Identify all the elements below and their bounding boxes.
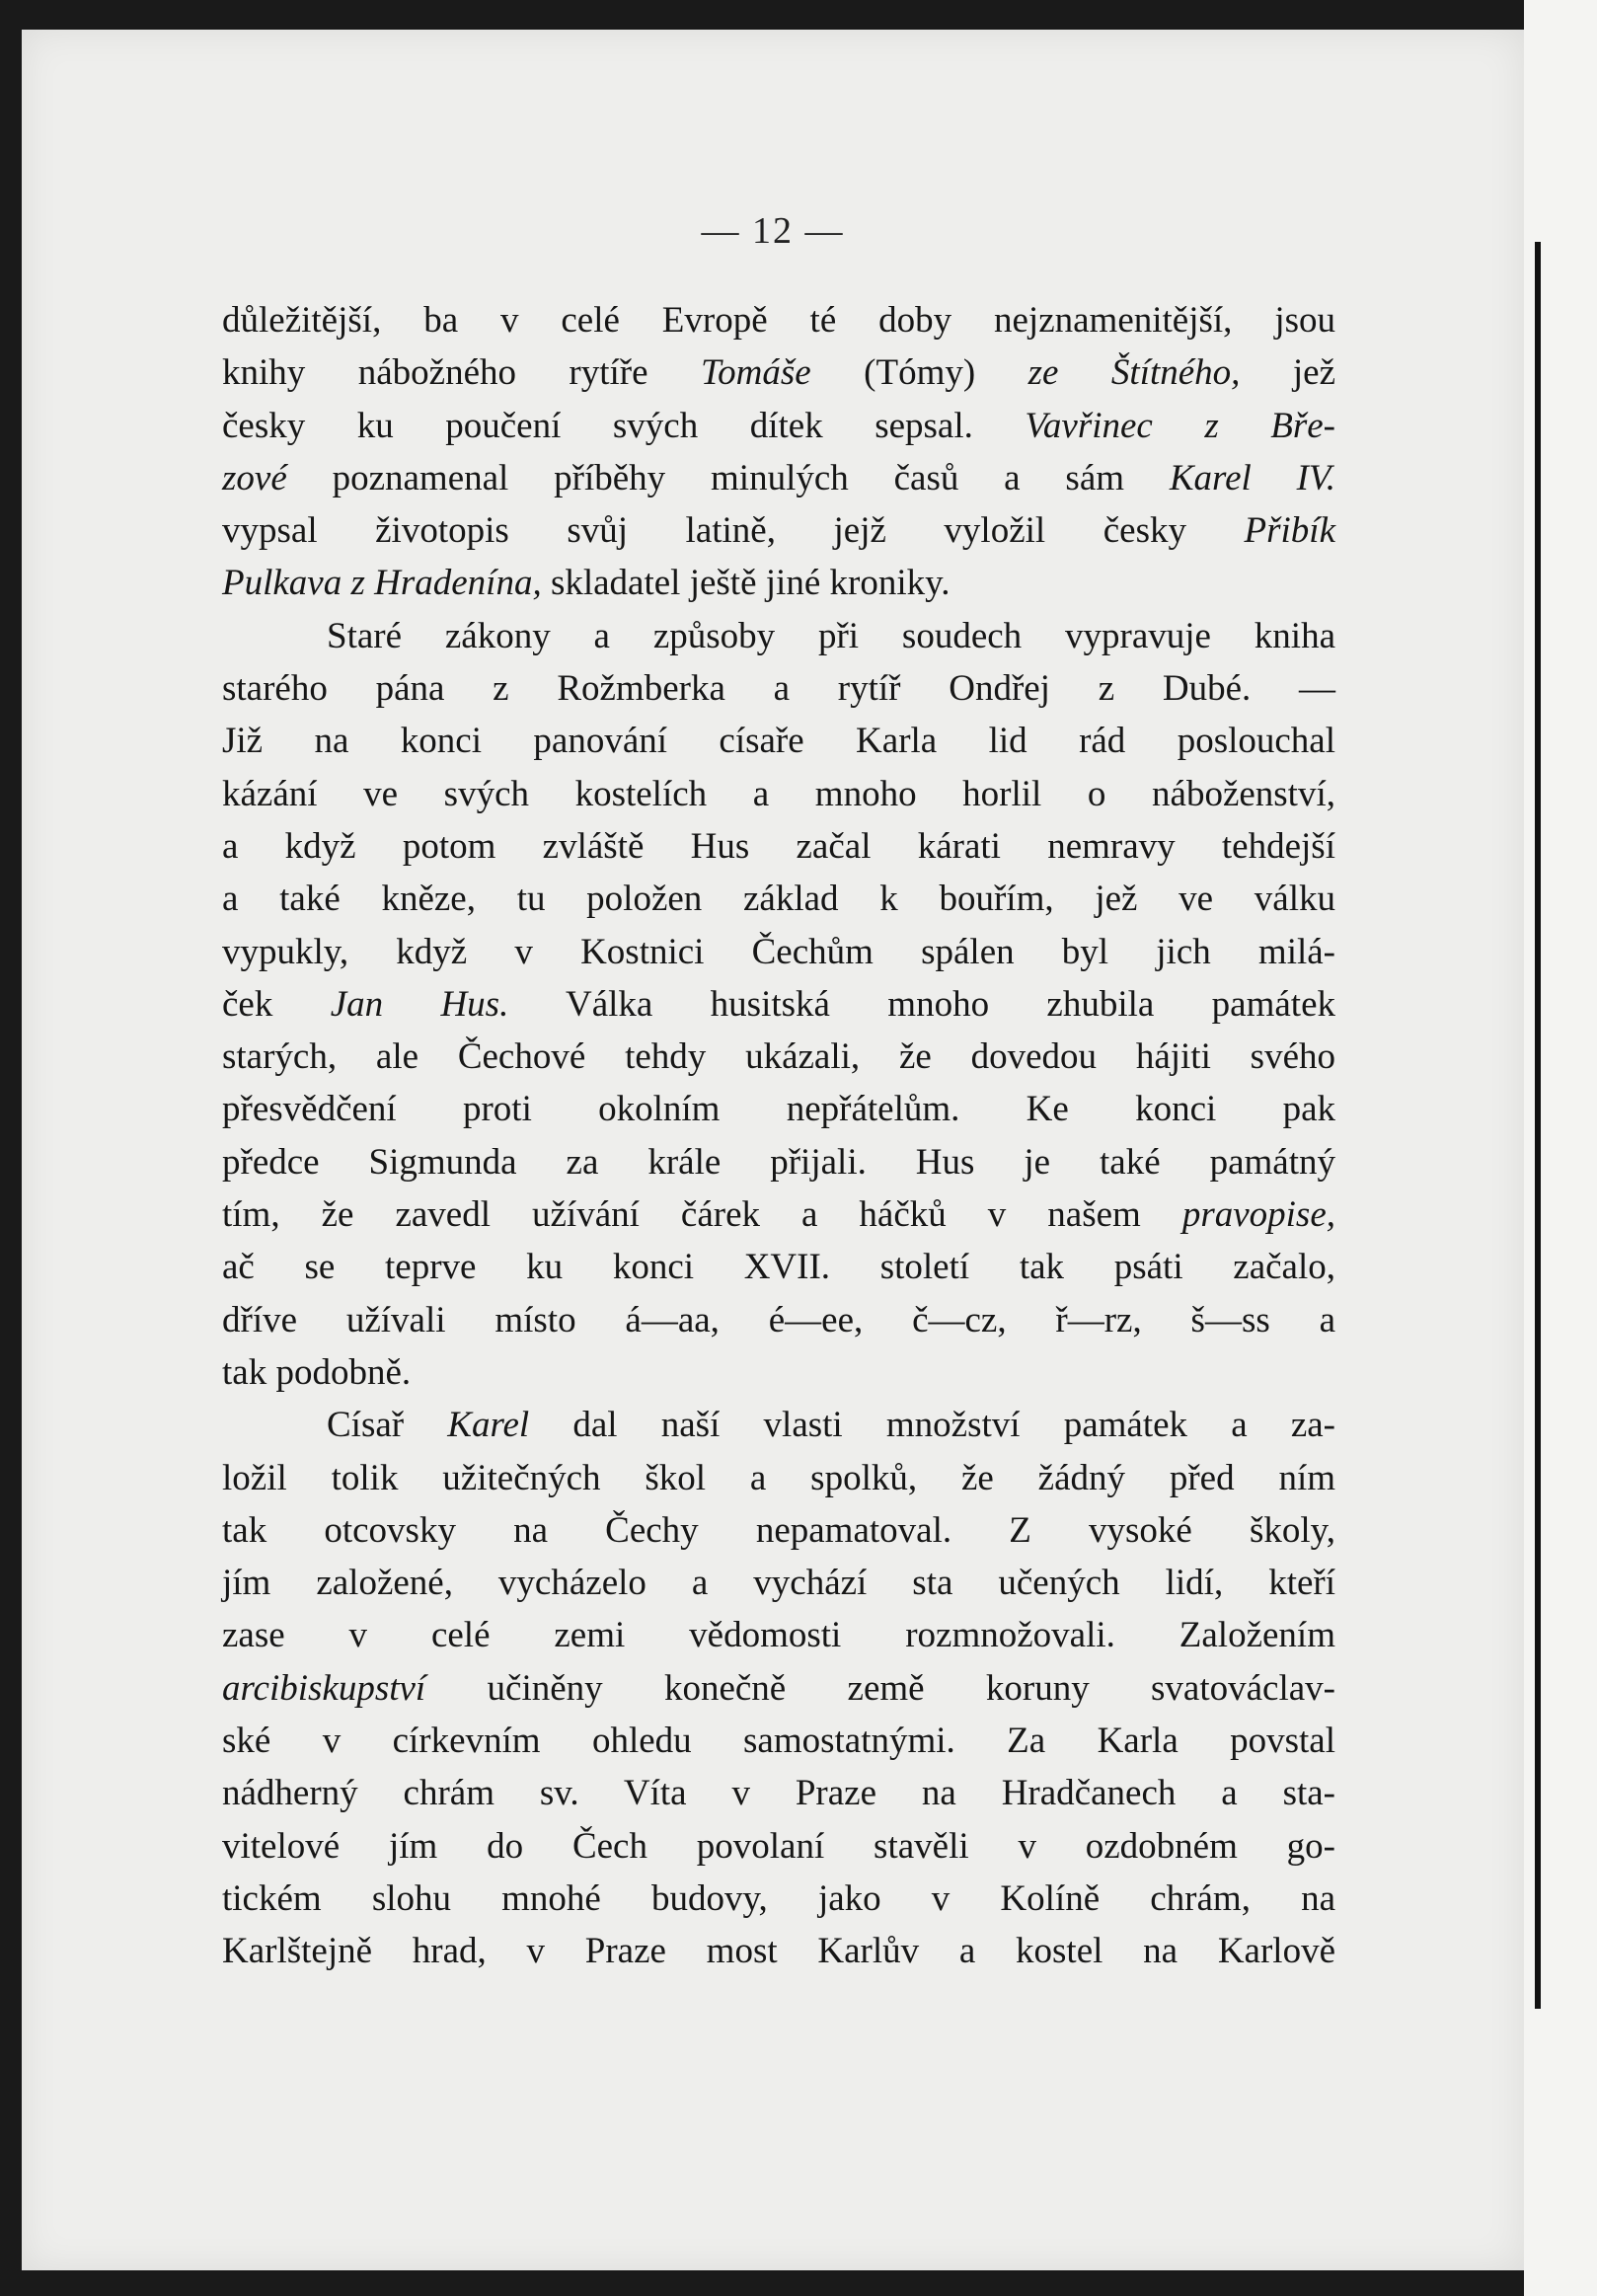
text-line: ač se teprve ku konci XVII. století tak psáti začalo, <box>222 1247 1335 1288</box>
text-line: zase v celé zemi vědomosti rozmnožovali. Založením <box>222 1615 1335 1656</box>
text-segment: tím, že zavedl užívání čárek a háčků v našem <box>222 1194 1182 1236</box>
text-segment: ček <box>222 983 331 1025</box>
italic-term: Karel <box>447 1405 530 1446</box>
text-line <box>222 504 1335 557</box>
text-line: předce Sigmunda za krále přijali. Hus je také památný <box>222 1141 1335 1183</box>
binding-edge <box>1535 242 1541 2009</box>
text-segment: Císař <box>327 1405 448 1446</box>
body-text <box>222 294 1335 1978</box>
italic-term: arcibiskupství <box>222 1667 426 1709</box>
italic-term: Pulkava z Hradenína, <box>222 563 542 604</box>
text-line: a také kněze, tu položen základ k bouřím, jež ve válku <box>222 879 1335 920</box>
page-number: — 12 — <box>701 210 845 252</box>
text-line <box>222 557 1335 609</box>
text-line: ložil tolik užitečných škol a spolků, že žádný před ním <box>222 1457 1335 1498</box>
text-line: Karlštejně hrad, v Praze most Karlův a kostel na Karlově <box>222 1931 1335 1972</box>
text-segment: skladatel ještě jiné kroniky. <box>541 563 951 604</box>
italic-term: pravopise, <box>1181 1194 1335 1236</box>
text-line: dříve užívali místo á—aa, é—ee, č—cz, ř—rz, š—ss a <box>222 1299 1335 1340</box>
text-line: starých, ale Čechové tehdy ukázali, že dovedou hájiti svého <box>222 1036 1335 1078</box>
text-segment: jež <box>1240 352 1336 394</box>
text-segment: knihy nábožného rytíře <box>222 352 701 394</box>
text-line: nádherný chrám sv. Víta v Praze na Hradčanech a sta- <box>222 1773 1335 1814</box>
text-line: Již na konci panování císaře Karla lid rád poslouchal <box>222 721 1335 762</box>
text-line: vitelové jím do Čech povolaní stavěli v ozdobném go- <box>222 1825 1335 1867</box>
text-segment: poznamenal příběhy minulých časů a sám <box>286 457 1170 498</box>
text-segment: dal naší vlasti množství památek a za- <box>529 1405 1335 1446</box>
text-segment: (Tómy) <box>810 352 1028 394</box>
text-line <box>222 978 1335 1031</box>
text-line: kázání ve svých kostelích a mnoho horlil o náboženství, <box>222 773 1335 814</box>
text-line <box>222 400 1335 452</box>
italic-term: Karel IV. <box>1169 457 1335 498</box>
italic-term: ze Štítného, <box>1027 352 1241 394</box>
text-line: tak podobně. <box>222 1351 412 1393</box>
text-line <box>222 1188 1335 1241</box>
text-segment: česky ku poučení svých dítek sepsal. <box>222 405 1026 446</box>
text-line <box>222 346 1335 399</box>
italic-term: Jan Hus. <box>330 983 509 1025</box>
text-line: přesvědčení proti okolním nepřátelům. Ke konci pak <box>222 1089 1335 1130</box>
text-line: tak otcovsky na Čechy nepamatoval. Z vysoké školy, <box>222 1509 1335 1551</box>
text-line: a když potom zvláště Hus začal kárati nemravy tehdejší <box>222 825 1335 867</box>
text-line: vypukly, když v Kostnici Čechům spálen byl jich milá- <box>222 931 1335 972</box>
text-segment: učiněny konečně země koruny svatováclav- <box>425 1667 1335 1709</box>
text-segment: Válka husitská mnoho zhubila památek <box>508 983 1335 1025</box>
text-segment: vypsal životopis svůj latině, jejž vyložil česky <box>222 510 1245 552</box>
text-line <box>222 1662 1335 1715</box>
text-line: starého pána z Rožmberka a rytíř Ondřej z Dubé. — <box>222 668 1335 710</box>
text-line <box>222 452 1335 504</box>
text-line: důležitější, ba v celé Evropě té doby nejznamenitější, jsou <box>222 300 1335 341</box>
italic-term: Vavřinec z Bře- <box>1025 405 1335 446</box>
book-page <box>22 30 1524 2270</box>
text-line: Staré zákony a způsoby při soudech vypravuje kniha <box>327 615 1335 656</box>
italic-term: Přibík <box>1244 510 1335 552</box>
italic-term: Tomáše <box>701 352 811 394</box>
text-line: jím založené, vycházelo a vychází sta učených lidí, kteří <box>222 1563 1335 1604</box>
text-line: ské v církevním ohledu samostatnými. Za Karla povstal <box>222 1721 1335 1762</box>
text-line <box>222 1399 1335 1451</box>
text-line: tickém slohu mnohé budovy, jako v Kolíně chrám, na <box>222 1877 1335 1919</box>
italic-term: zové <box>222 457 287 498</box>
